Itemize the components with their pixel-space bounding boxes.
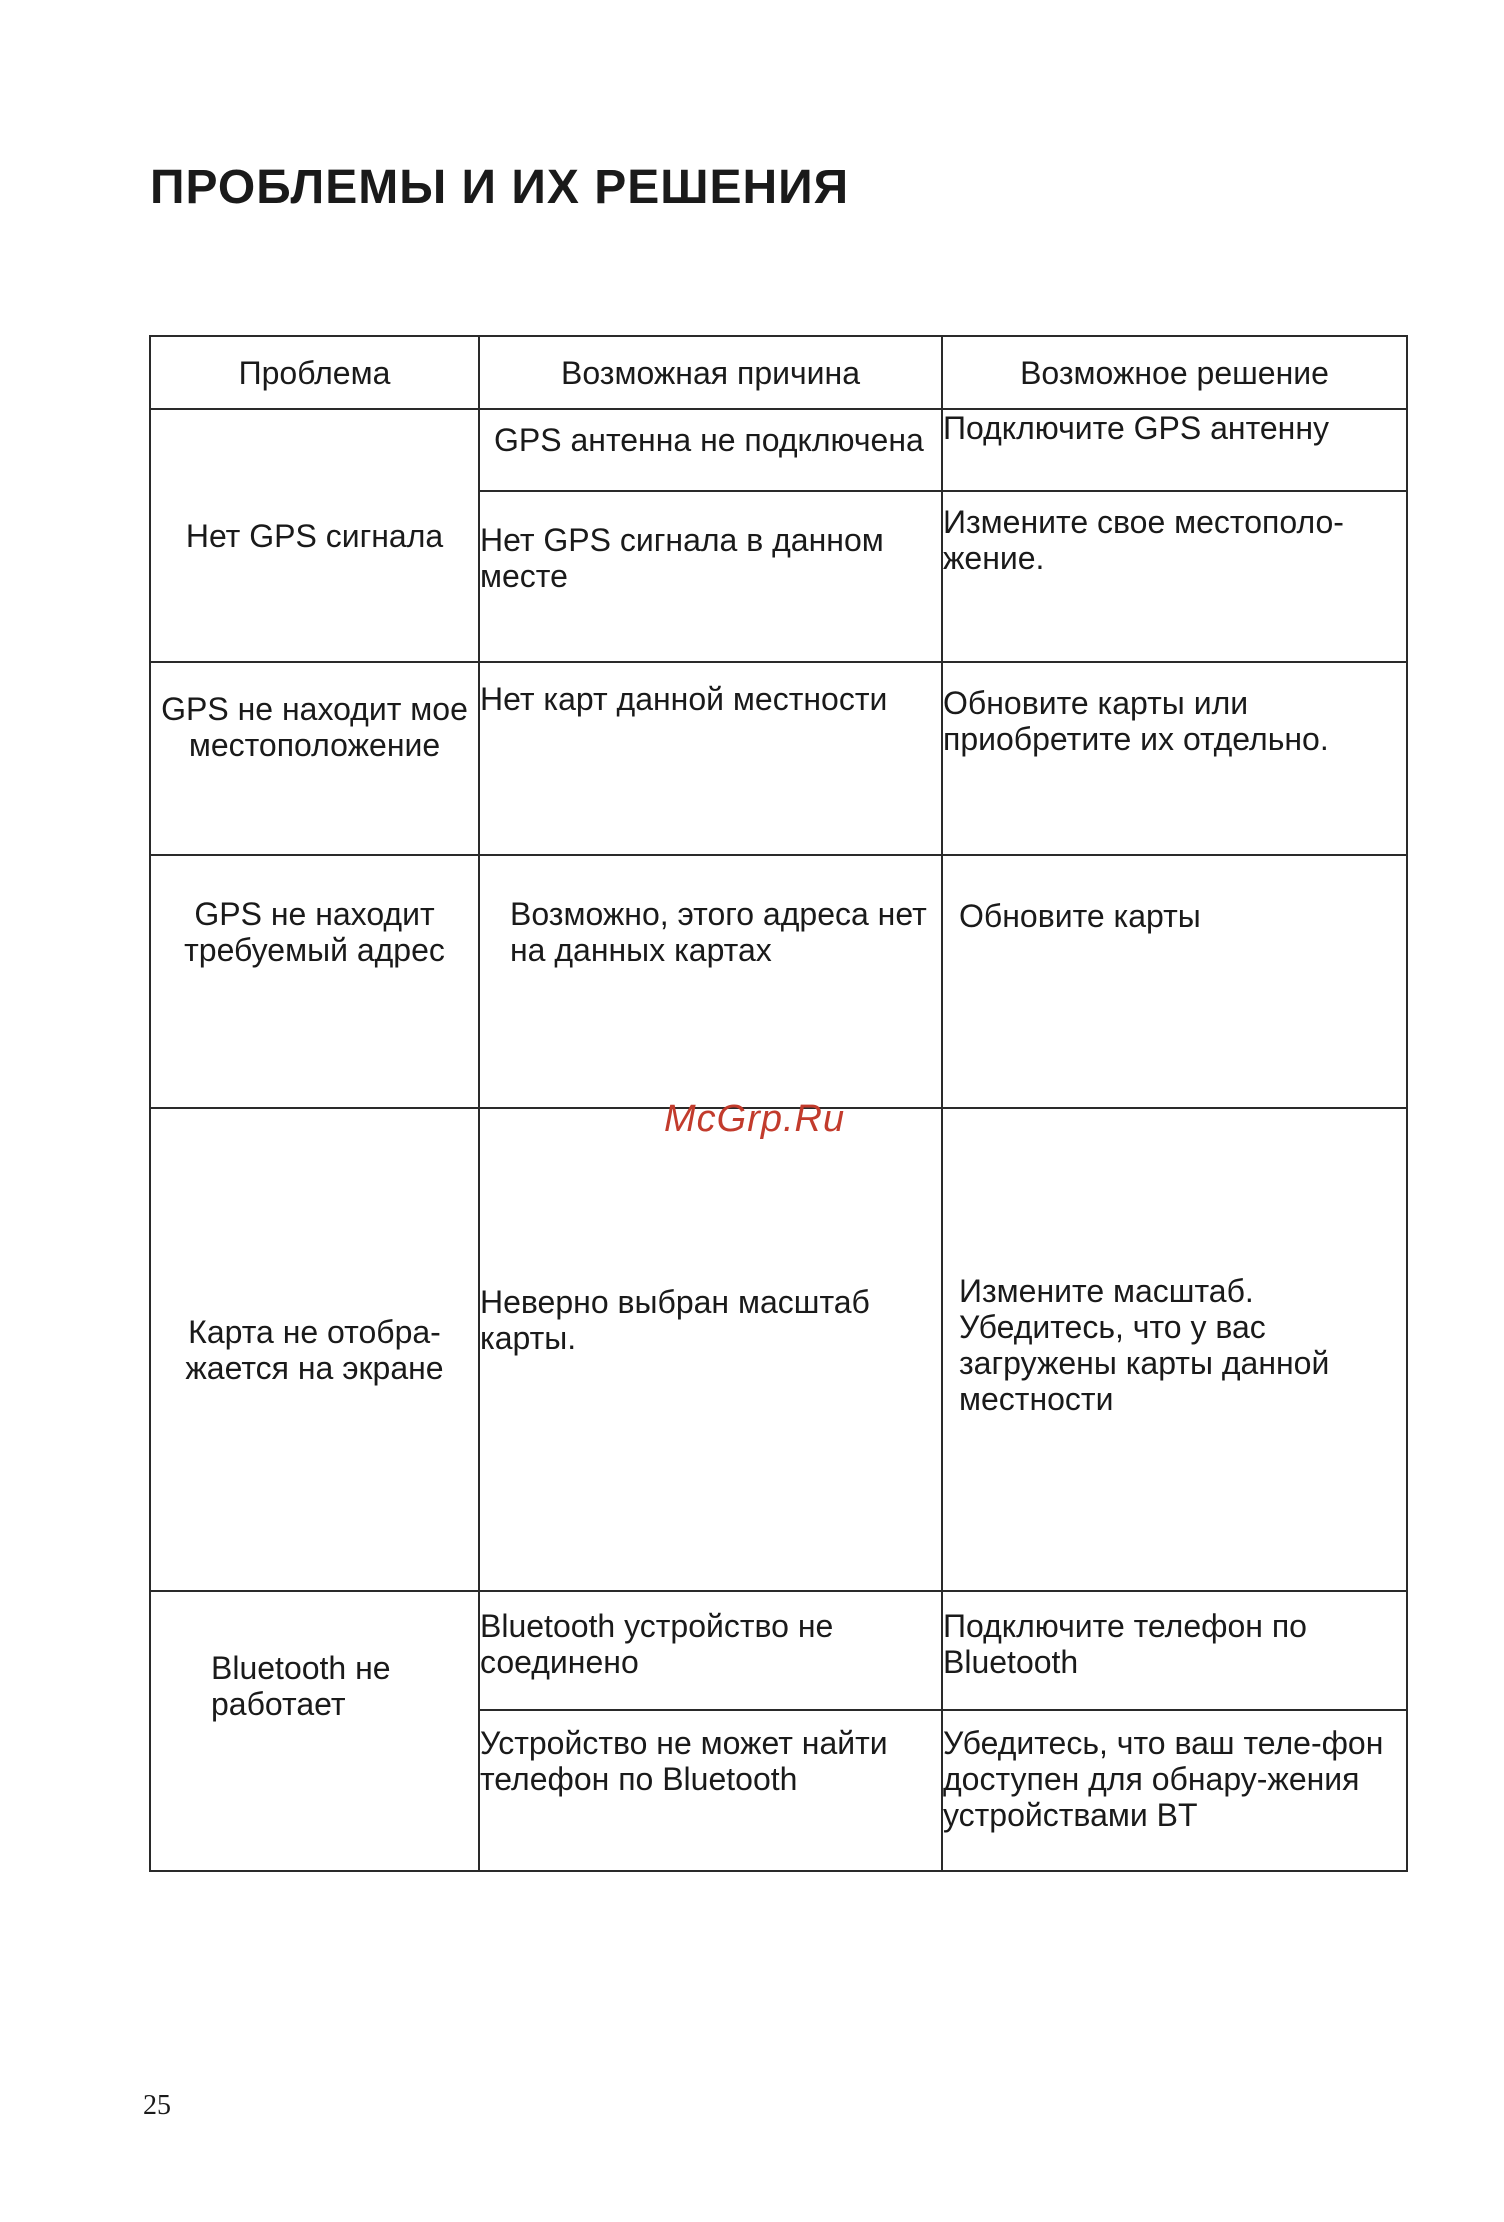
problem-cell: Bluetooth не работает [150,1591,479,1871]
solution-cell: Убедитесь, что ваш теле-фон доступен для обнару-жения устройствами BT [942,1710,1407,1871]
cause-cell: Bluetooth устройство не соединено [479,1591,942,1710]
solution-cell: Обновите карты [942,855,1407,1108]
solution-cell: Подключите телефон по Bluetooth [942,1591,1407,1710]
problem-cell: Карта не отобра-жается на экране [150,1108,479,1591]
header-problem: Проблема [150,336,479,409]
table-row [150,1591,1407,1710]
cause-cell: Возможно, этого адреса нет на данных картах [479,855,942,1108]
cause-cell: Неверно выбран масштаб карты. [479,1108,942,1591]
header-solution: Возможное решение [942,336,1407,409]
page-number: 25 [143,2090,171,2121]
cause-cell: GPS антенна не подключена [479,409,942,491]
table-row [150,855,1407,1108]
problem-cell: GPS не находит мое местоположение [150,662,479,855]
table-row [150,409,1407,491]
solution-cell: Измените свое местополо-жение. [942,491,1407,662]
header-cause: Возможная причина [479,336,942,409]
solution-cell: Подключите GPS антенну [942,409,1407,491]
table-row [150,1108,1407,1591]
problem-cell: GPS не находит требуемый адрес [150,855,479,1108]
problem-cell: Нет GPS сигнала [150,409,479,662]
table-header-row [150,336,1407,409]
cause-cell: Нет GPS сигнала в данном месте [479,491,942,662]
solution-cell: Измените масштаб. Убедитесь, что у вас загружены карты данной местности [942,1108,1407,1591]
watermark: McGrp.Ru [664,1098,846,1140]
page-title: ПРОБЛЕМЫ И ИХ РЕШЕНИЯ [150,161,850,214]
table-row [150,662,1407,855]
solution-cell: Обновите карты или приобретите их отдельно. [942,662,1407,855]
cause-cell: Нет карт данной местности [479,662,942,855]
cause-cell: Устройство не может найти телефон по Bluetooth [479,1710,942,1871]
